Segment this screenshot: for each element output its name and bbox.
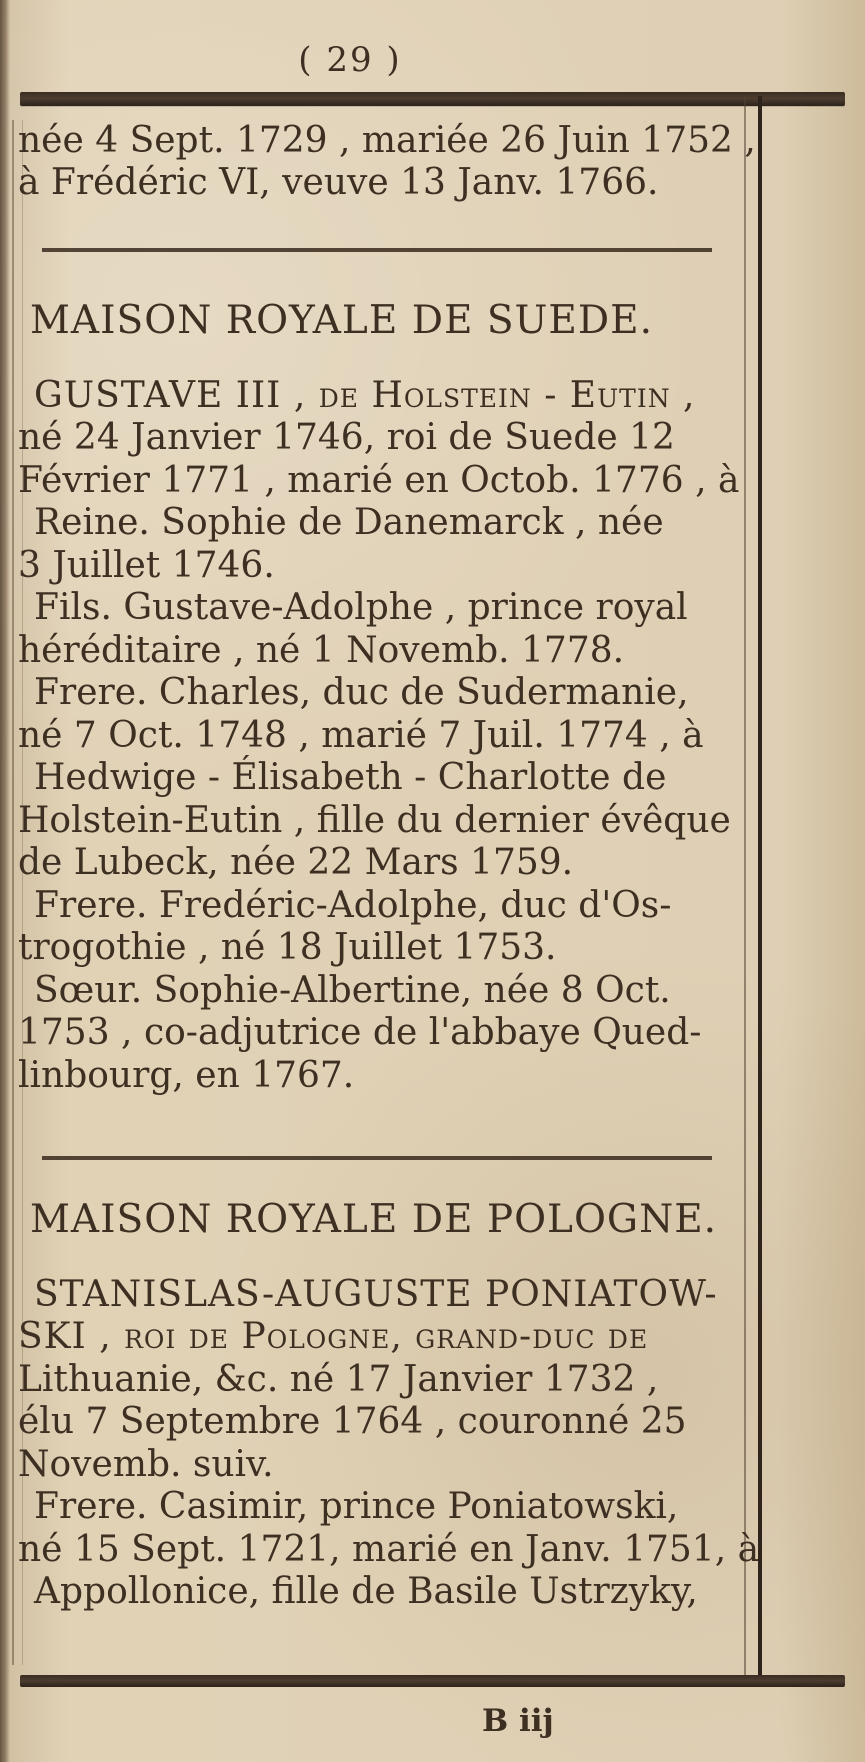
section-heading: MAISON ROYALE DE SUEDE. [30, 298, 654, 343]
text-line: Février 1771 , marié en Octob. 1776 , à [18, 459, 740, 501]
section-divider [42, 248, 712, 252]
text-line: 3 Juillet 1746. [18, 544, 275, 586]
pologne-section [18, 1274, 760, 1614]
text-line: STANISLAS-AUGUSTE PONIATOW- [34, 1274, 718, 1315]
text-line: Frere. Casimir, prince Poniatowski, [34, 1486, 679, 1528]
text-line: né 15 Sept. 1721, marié en Janv. 1751, à [18, 1528, 760, 1570]
bottom-rule [20, 1675, 845, 1687]
text-line: né 7 Oct. 1748 , marié 7 Juil. 1774 , à [18, 714, 704, 756]
top-rule [20, 92, 845, 106]
opening-paragraph [18, 120, 756, 205]
section-divider [42, 1156, 712, 1160]
text-line: Holstein-Eutin , fille du dernier évêque [18, 799, 731, 841]
text-line: Fils. Gustave-Adolphe , prince royal [34, 587, 688, 629]
text-line: Reine. Sophie de Danemarck , née [34, 502, 664, 544]
section-heading: MAISON ROYALE DE POLOGNE. [30, 1197, 718, 1242]
suede-section [18, 375, 744, 1097]
text-line: linbourg, en 1767. [18, 1054, 355, 1096]
text-line: Novemb. suiv. [18, 1443, 274, 1485]
text-line: Hedwige - Élisabeth - Charlotte de [34, 757, 667, 799]
text-line: Frere. Fredéric-Adolphe, duc d'Os- [34, 884, 672, 926]
text-line: Lithuanie, &c. né 17 Janvier 1732 , [18, 1358, 659, 1400]
right-frame-lines [744, 96, 762, 1681]
text-line: héréditaire , né 1 Novemb. 1778. [18, 629, 625, 671]
text-line: SKI , roi de Pologne, grand-duc de [18, 1316, 649, 1358]
page-number: ( 29 ) [298, 40, 402, 80]
text-line: Frere. Charles, duc de Sudermanie, [34, 672, 689, 714]
text-line: élu 7 Septembre 1764 , couronné 25 [18, 1401, 687, 1443]
text-line: Appollonice, fille de Basile Ustrzyky, [34, 1571, 698, 1613]
text-line: à Frédéric VI, veuve 13 Janv. 1766. [18, 162, 659, 204]
text-line: 1753 , co-adjutrice de l'abbaye Qued- [18, 1012, 702, 1054]
text-line: de Lubeck, née 22 Mars 1759. [18, 842, 574, 884]
page-edge [0, 0, 10, 1762]
text-line: GUSTAVE III , de Holstein - Eutin , [34, 375, 696, 416]
text-line: Sœur. Sophie-Albertine, née 8 Oct. [34, 969, 671, 1011]
text-line: née 4 Sept. 1729 , mariée 26 Juin 1752 , [18, 120, 756, 161]
content-frame [18, 108, 760, 1668]
text-line: trogothie , né 18 Juillet 1753. [18, 927, 557, 969]
text-line: né 24 Janvier 1746, roi de Suede 12 [18, 417, 675, 459]
printer-signature: B iij [482, 1703, 554, 1739]
